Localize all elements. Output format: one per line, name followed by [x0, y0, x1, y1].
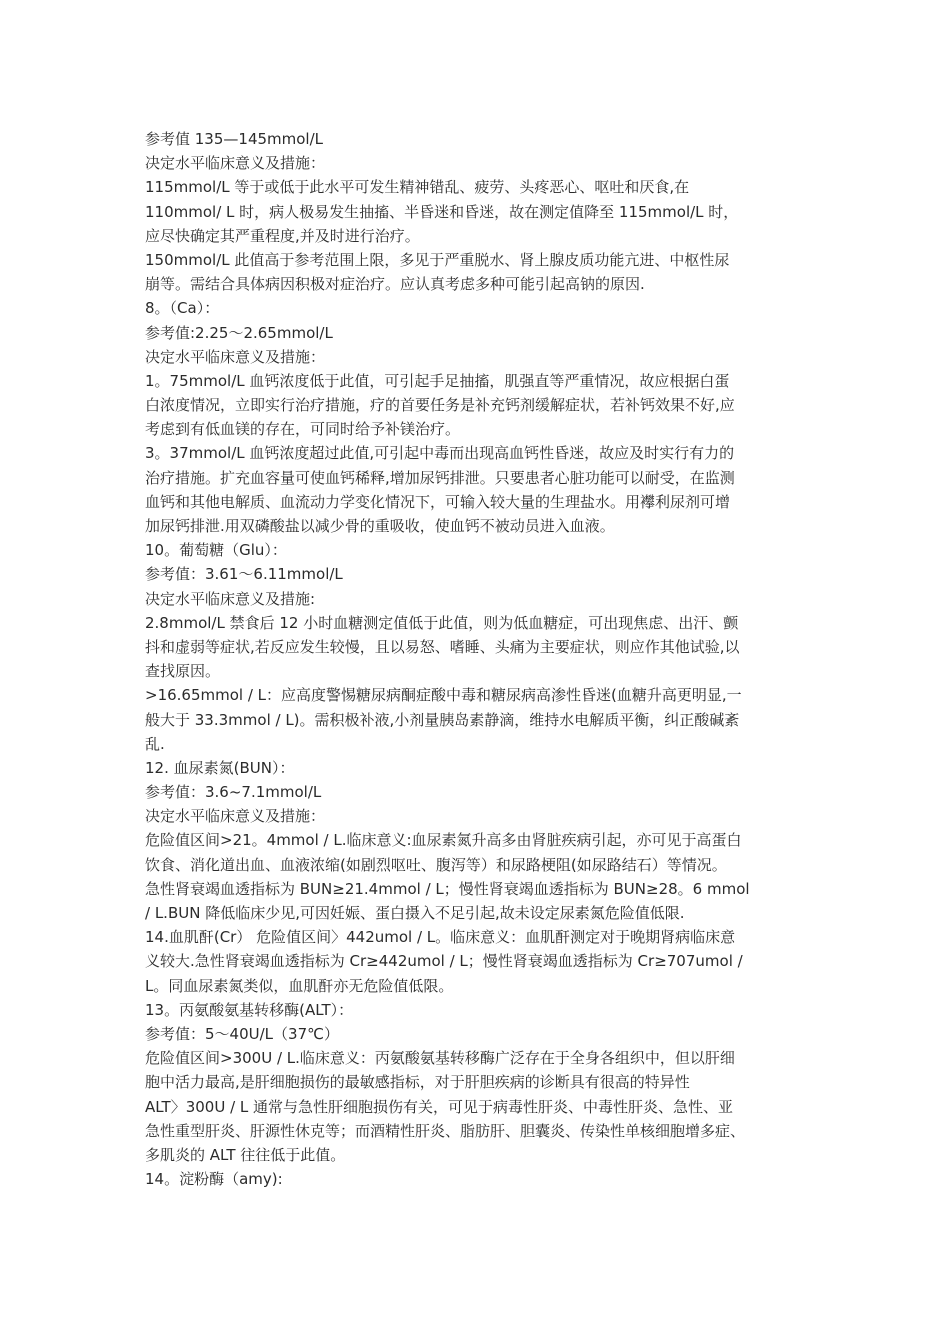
text-line: 参考值：3.6~7.1mmol/L [145, 783, 322, 802]
text-line: 150mmol/L 此值高于参考范围上限，多见于严重脱水、肾上腺皮质功能亢进、中枢性尿 [145, 250, 730, 269]
text-line: 13。丙氨酸氨基转移酶(ALT）： [145, 1000, 354, 1019]
text-line: 危险值区间>300U / L.临床意义：丙氨酸氨基转移酶广泛存在于全身各组织中，但以肝细 [145, 1049, 735, 1068]
text-line: 10。葡萄糖（Glu）： [145, 541, 287, 560]
text-line: 12. 血尿素氮(BUN）： [145, 758, 295, 777]
text-line: >16.65mmol / L：应高度警惕糖尿病酮症酸中毒和糖尿病高渗性昏迷(血糖升高更明显,一 [145, 686, 742, 705]
text-line: 加尿钙排泄.用双磷酸盐以减少骨的重吸收，使血钙不被动员进入血液。 [145, 517, 615, 535]
text-line: 1。75mmol/L 血钙浓度低于此值，可引起手足抽搐，肌强直等严重情况，故应根据白蛋 [145, 371, 730, 390]
text-line: 血钙和其他电解质、血流动力学变化情况下，可输入较大量的生理盐水。用襻利尿剂可增 [145, 492, 731, 511]
text-line: 查找原因。 [145, 662, 221, 681]
text-line: 参考值：3.61～6.11mmol/L [145, 565, 343, 584]
text-line: 2.8mmol/L 禁食后 12 小时血糖测定值低于此值，则为低血糖症，可出现焦虑、出汗、颤 [145, 613, 739, 632]
text-line: 般大于 33.3mmol / L)。需积极补液,小剂量胰岛素静滴，维持水电解质平衡，纠正酸碱紊 [145, 710, 740, 729]
text-line: 治疗措施。扩充血容量可使血钙稀释,增加尿钙排泄。只要患者心脏功能可以耐受，在监测 [145, 468, 735, 487]
text-line: 115mmol/L 等于或低于此水平可发生精神错乱、疲劳、头疼恶心、呕吐和厌食,在 [145, 178, 690, 197]
text-line: 决定水平临床意义及措施: [145, 589, 316, 608]
text-line: 参考值:2.25～2.65mmol/L [145, 323, 333, 342]
text-line: ALT〉300U / L 通常与急性肝细胞损伤有关，可见于病毒性肝炎、中毒性肝炎、急性、亚 [145, 1097, 734, 1116]
text-line: 抖和虚弱等症状,若反应发生较慢，且以易怒、嗜睡、头痛为主要症状，则应作其他试验,以 [145, 637, 740, 656]
text-line: 参考值：5～40U/L（37℃） [145, 1024, 339, 1043]
text-line: 急性重型肝炎、肝源性休克等；而酒精性肝炎、脂肪肝、胆囊炎、传染性单核细胞增多症、 [145, 1121, 746, 1140]
text-line: 14.血肌酐(Cr） 危险值区间〉442umol / L。临床意义：血肌酐测定对于晚期肾病临床意 [145, 928, 736, 947]
text-line: 胞中活力最高,是肝细胞损伤的最敏感指标，对于肝胆疾病的诊断具有很高的特异性 [145, 1073, 690, 1092]
text-line: 3。37mmol/L 血钙浓度超过此值,可引起中毒而出现高血钙性昏迷，故应及时实行有力的 [145, 444, 735, 463]
text-line: 危险值区间>21。4mmol / L.临床意义:血尿素氮升高多由肾脏疾病引起，亦可见于高蛋白 [145, 831, 742, 850]
text-line: 决定水平临床意义及措施： [145, 154, 326, 173]
text-line: 14。淀粉酶（amy): [145, 1170, 283, 1189]
text-line: 饮食、消化道出血、血液浓缩(如剧烈呕吐、腹泻等）和尿路梗阻(如尿路结石）等情况。 [145, 855, 727, 874]
text-line: L。同血尿素氮类似，血肌酐亦无危险值低限。 [145, 976, 454, 995]
text-line: 白浓度情况，立即实行治疗措施，疗的首要任务是补充钙剂缓解症状，若补钙效果不好,应 [145, 396, 735, 415]
text-line: 义较大.急性肾衰竭血透指标为 Cr≥442umol / L；慢性肾衰竭血透指标为 Cr≥707umol / [145, 952, 743, 971]
text-line: 急性肾衰竭血透指标为 BUN≥21.4mmol / L；慢性肾衰竭血透指标为 BUN≥28。6 mmol [145, 879, 750, 898]
text-line: 参考值 135—145mmol/L [145, 130, 324, 148]
text-line: 应尽快确定其严重程度,并及时进行治疗。 [145, 226, 420, 245]
text-line: 决定水平临床意义及措施： [145, 807, 326, 826]
text-line: 乱. [145, 734, 165, 753]
text-line: 崩等。需结合具体病因积极对症治疗。应认真考虑多种可能引起高钠的原因. [145, 275, 645, 294]
document-text [145, 127, 810, 1191]
text-line: 8。（Ca）： [145, 299, 220, 318]
text-line: 110mmol/ L 时，病人极易发生抽搐、半昏迷和昏迷，故在测定值降至 115mmol/L 时， [145, 202, 739, 221]
text-line: 多肌炎的 ALT 往往低于此值。 [145, 1145, 346, 1164]
text-line: 考虑到有低血镁的存在，可同时给予补镁治疗。 [145, 420, 461, 439]
text-line: / L.BUN 降低临床少见,可因妊娠、蛋白摄入不足引起,故未设定尿素氮危险值低限. [145, 904, 685, 922]
text-line: 决定水平临床意义及措施： [145, 347, 326, 366]
